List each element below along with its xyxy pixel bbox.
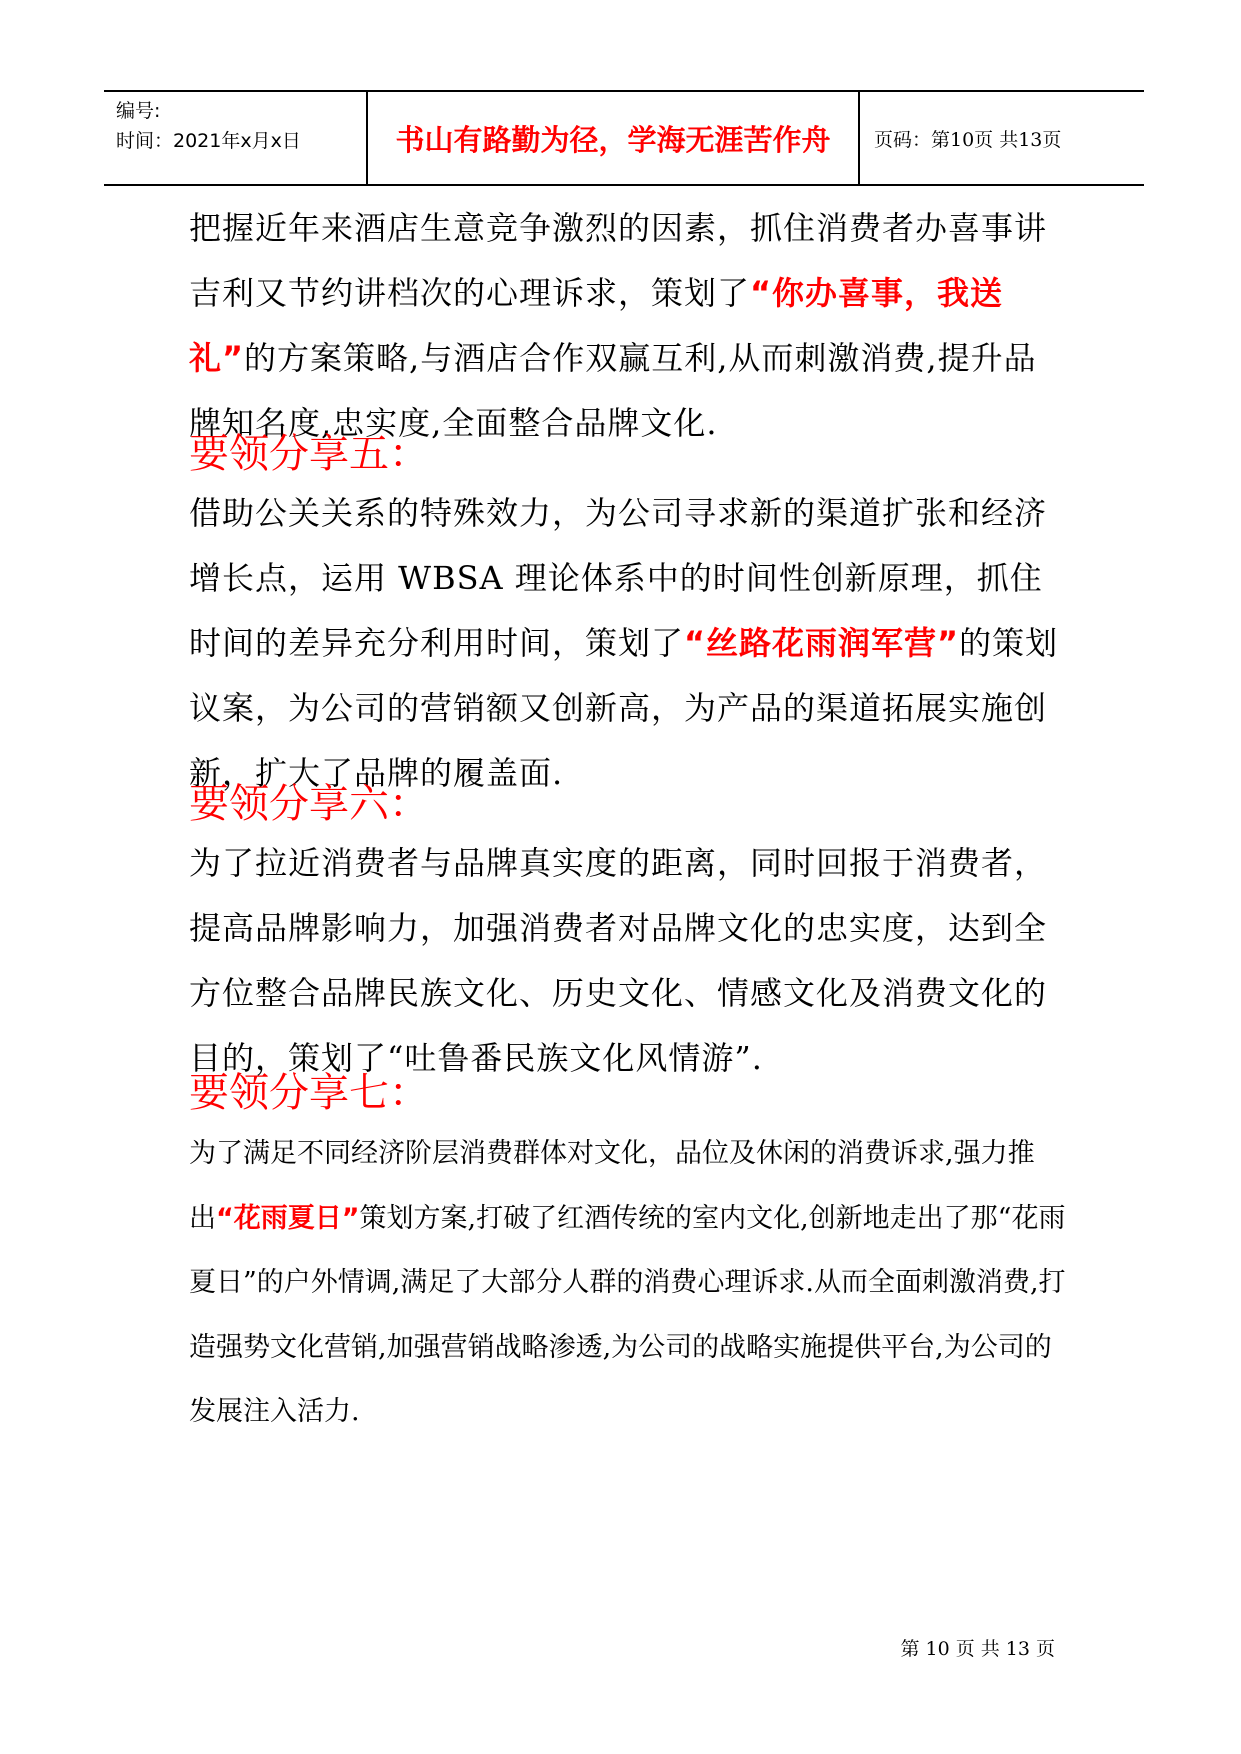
paragraph-text: 的策划议案，为公司的营销额又创新高，为产品的渠道拓展实施创新，扩大了品牌的履盖面.: [189, 624, 1059, 792]
header-meta: [104, 92, 368, 184]
paragraph-text: 把握近年来酒店生意竞争激烈的因素，抓住消费者办喜事讲吉利又节约讲档次的心理诉求，策划了: [189, 209, 1048, 312]
paragraph-text: 为了满足不同经济阶层消费群体对文化，品位及休闲的消费诉求,强力推出: [189, 1138, 1035, 1234]
highlight-campaign: “丝路花雨润军营”: [684, 624, 960, 662]
page-footer: 第 10 页 共 13 页: [900, 1638, 1055, 1660]
paragraph-section-6: 为了拉近消费者与品牌真实度的距离，同时回报于消费者，提高品牌影响力，加强消费者对品牌文化的忠实度，达到全方位整合品牌民族文化、历史文化、情感文化及消费文化的目的，策划了“吐鲁番民族文化风情游”.: [189, 844, 1048, 1077]
page-header: [104, 90, 1144, 186]
paragraph-text: 策划方案,打破了红酒传统的室内文化,创新地走出了那“花雨夏日”的户外情调,满足了大部分人群的消费心理诉求.从而全面刺激消费,打造强势文化营销,加强营销战略渗透,为公司的战略实施提供平台,为公司的发展注入活力.: [189, 1202, 1066, 1427]
header-motto: 书山有路勤为径，学海无涯苦作舟: [368, 92, 860, 184]
paragraph-section-5: [189, 481, 1069, 806]
time-label: 时间：2021年x月x日: [116, 130, 301, 152]
paragraph-section-7: [189, 1122, 1069, 1445]
paragraph-text: 的方案策略,与酒店合作双赢互利,从而刺激消费,提升品牌知名度,忠实度,全面整合品牌文化.: [189, 339, 1037, 442]
header-page-info: 页码：第10页 共13页: [874, 128, 1062, 151]
highlight-campaign: “你办喜事，我送礼”: [189, 274, 1004, 377]
paragraph-1: [189, 196, 1069, 456]
section-heading-5: 要领分享五：: [189, 431, 429, 477]
number-label: 编号:: [116, 100, 161, 122]
highlight-campaign: “花雨夏日”: [216, 1202, 360, 1234]
paragraph-text: 借助公关关系的特殊效力，为公司寻求新的渠道扩张和经济增长点，运用 WBSA 理论体系中的时间性创新原理，抓住时间的差异充分利用时间，策划了: [189, 494, 1048, 662]
section-heading-7: 要领分享七：: [189, 1070, 429, 1116]
section-heading-6: 要领分享六：: [189, 781, 429, 827]
